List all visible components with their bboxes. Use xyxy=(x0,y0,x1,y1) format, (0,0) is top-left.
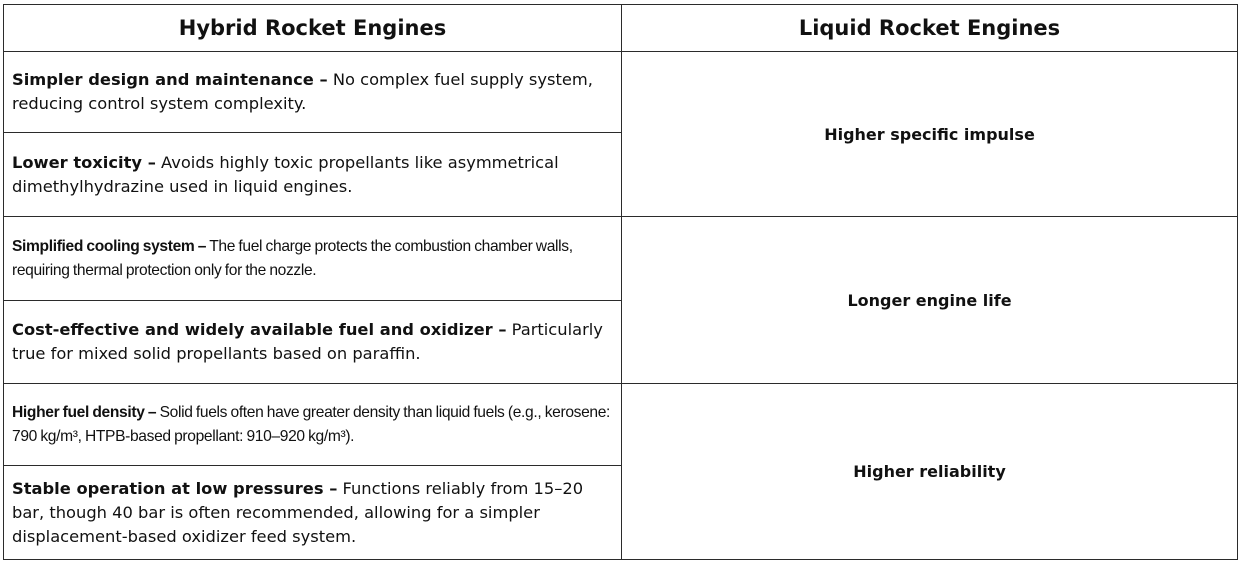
header-liquid: Liquid Rocket Engines xyxy=(622,5,1238,52)
hybrid-item-text: Particularly true for mixed solid propellants based on paraffin. xyxy=(12,320,603,363)
table-header-row xyxy=(4,5,1238,52)
hybrid-item-title: Lower toxicity – xyxy=(12,152,156,172)
table-row xyxy=(4,52,1238,133)
hybrid-item-text: The fuel charge protects the combustion chamber walls, requiring thermal protection only for the nozzle. xyxy=(12,237,573,279)
hybrid-item-title: Stable operation at low pressures – xyxy=(12,478,338,498)
hybrid-item-text: Functions reliably from 15–20 bar, though 40 bar is often recommended, allowing for a simpler displacement-based oxidizer feed system. xyxy=(12,478,584,546)
comparison-table-container xyxy=(3,4,1237,560)
liquid-cell-specific-impulse xyxy=(622,52,1238,217)
table-row xyxy=(4,384,1238,466)
liquid-item-label: Longer engine life xyxy=(847,290,1012,310)
table-row xyxy=(4,217,1238,301)
hybrid-item-text: Solid fuels often have greater density than liquid fuels (e.g., kerosene: 790 kg/m³, HTPB-based propellant: 910–920 kg/m³). xyxy=(12,403,611,445)
hybrid-cell-lower-toxicity xyxy=(4,133,622,217)
hybrid-item-title: Cost-effective and widely available fuel and oxidizer – xyxy=(12,320,507,339)
hybrid-cell-simpler-design xyxy=(4,52,622,133)
header-hybrid: Hybrid Rocket Engines xyxy=(4,5,622,52)
liquid-item-label: Higher reliability xyxy=(853,462,1006,481)
liquid-item-label: Higher specific impulse xyxy=(824,124,1035,144)
hybrid-item-text: Avoids highly toxic propellants like asymmetrical dimethylhydrazine used in liquid engines. xyxy=(12,152,559,196)
hybrid-item-title: Higher fuel density – xyxy=(12,403,157,421)
hybrid-cell-cost-effective xyxy=(4,301,622,384)
hybrid-item-text: No complex fuel supply system, reducing control system complexity. xyxy=(12,70,593,113)
liquid-cell-engine-life xyxy=(622,217,1238,384)
comparison-table xyxy=(3,4,1238,560)
hybrid-item-title: Simplified cooling system – xyxy=(12,237,207,255)
liquid-cell-reliability xyxy=(622,384,1238,560)
hybrid-cell-cooling-system xyxy=(4,217,622,301)
hybrid-cell-low-pressure xyxy=(4,466,622,560)
hybrid-cell-fuel-density xyxy=(4,384,622,466)
hybrid-item-title: Simpler design and maintenance – xyxy=(12,70,328,89)
